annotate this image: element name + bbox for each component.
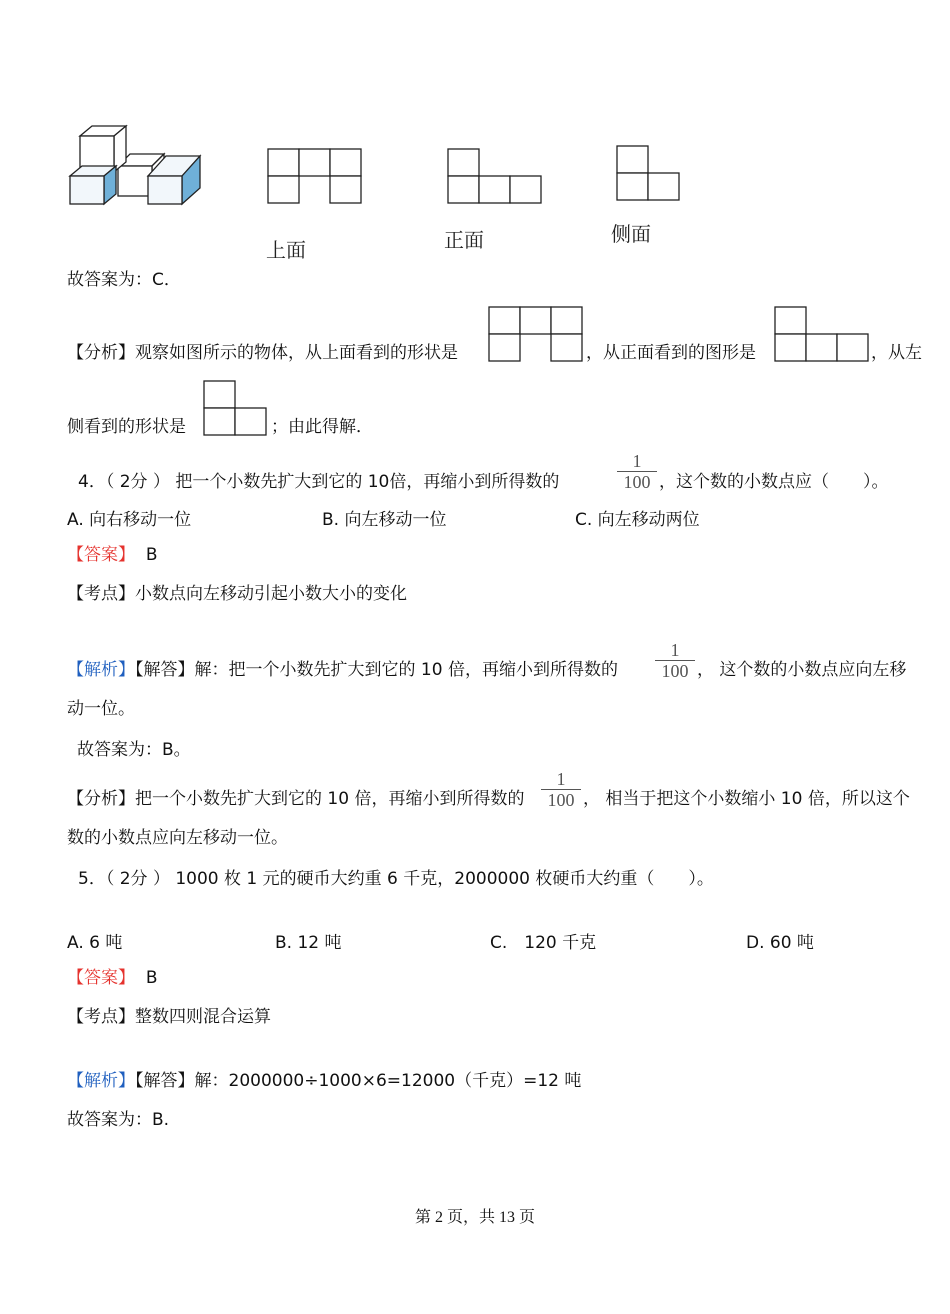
q4-point: 【考点】小数点向左移动引起小数大小的变化 <box>67 584 407 604</box>
top-view-label: 上面 <box>266 238 306 262</box>
fraction-denominator: 100 <box>661 661 689 681</box>
front-view-label: 正面 <box>444 228 484 252</box>
fraction-numerator: 1 <box>670 640 680 660</box>
top-view-grid <box>267 148 363 206</box>
fraction-one-hundredth <box>541 770 581 809</box>
cube-stack-figure <box>66 122 206 208</box>
q5-answer <box>67 968 157 988</box>
explain-tag: 【解析】 <box>67 660 135 680</box>
q5-option-b: B. 12 吨 <box>275 933 342 953</box>
q4-option-a: A. 向右移动一位 <box>67 510 192 530</box>
inline-top-view-grid <box>488 306 584 364</box>
answer-tag: 【答案】 <box>67 545 135 565</box>
q3-analysis-end: ，从左 <box>871 343 922 363</box>
inline-side-view-grid <box>203 380 269 438</box>
q4-explain-line1 <box>67 660 618 680</box>
q4-question-end: ，这个数的小数点应（ ）。 <box>659 472 889 492</box>
q4-answer <box>67 545 157 565</box>
front-view-grid <box>447 148 543 206</box>
q3-analysis-mid: ，从正面看到的图形是 <box>586 343 756 363</box>
q4-question: 4．（ 2分 ） 把一个小数先扩大到它的 10倍，再缩小到所得数的 <box>78 472 560 492</box>
q4-conclusion: 故答案为：B。 <box>77 740 191 760</box>
q5-option-a: A. 6 吨 <box>67 933 123 953</box>
q4-explain-line2: 动一位。 <box>67 699 135 719</box>
fraction-one-hundredth <box>655 641 695 680</box>
explain-tag: 【解析】 <box>67 1071 135 1091</box>
explain-text: 【解答】解：把一个小数先扩大到它的 10 倍，再缩小到所得数的 <box>135 660 618 680</box>
q4-analysis-line1: 【分析】把一个小数先扩大到它的 10 倍，再缩小到所得数的 <box>67 789 525 809</box>
analysis-text: 观察如图所示的物体，从上面看到的形状是 <box>135 343 458 363</box>
q4-explain-line1-end: ， 这个数的小数点应向左移 <box>697 660 907 680</box>
analysis-tag: 【分析】 <box>67 343 135 363</box>
q5-conclusion: 故答案为：B. <box>67 1110 170 1130</box>
q3-analysis-line2: 侧看到的形状是 <box>67 417 186 437</box>
fraction-denominator: 100 <box>623 472 651 492</box>
q4-option-b: B. 向左移动一位 <box>322 510 447 530</box>
answer-value: B <box>145 968 158 988</box>
q3-answer-line: 故答案为：C． <box>67 270 181 290</box>
q4-analysis-line1-end: ， 相当于把这个小数缩小 10 倍，所以这个 <box>583 789 910 809</box>
q3-analysis-tail: ；由此得解． <box>271 417 373 437</box>
explain-text: 【解答】解：2000000÷1000×6=12000（千克）=12 吨 <box>135 1071 582 1091</box>
inline-front-view-grid <box>774 306 870 364</box>
q5-point: 【考点】整数四则混合运算 <box>67 1007 271 1027</box>
q5-option-d: D. 60 吨 <box>746 933 814 953</box>
fraction-numerator: 1 <box>556 769 566 789</box>
q3-analysis-line1 <box>67 343 458 363</box>
answer-value: B <box>145 545 158 565</box>
q4-option-c: C. 向左移动两位 <box>575 510 700 530</box>
fraction-one-hundredth <box>617 452 657 491</box>
side-view-label: 侧面 <box>611 222 651 246</box>
fraction-numerator: 1 <box>632 451 642 471</box>
q5-option-c: C. 120 千克 <box>490 933 597 953</box>
answer-tag: 【答案】 <box>67 968 135 988</box>
q5-question: 5．（ 2分 ） 1000 枚 1 元的硬币大约重 6 千克，2000000 枚硬币大约重（ ）。 <box>78 869 714 889</box>
fraction-denominator: 100 <box>547 790 575 810</box>
q5-explain-line <box>67 1071 581 1091</box>
side-view-grid <box>616 145 682 203</box>
q4-analysis-line2: 数的小数点应向左移动一位。 <box>67 828 288 848</box>
page-footer: 第 2 页，共 13 页 <box>414 1209 535 1226</box>
